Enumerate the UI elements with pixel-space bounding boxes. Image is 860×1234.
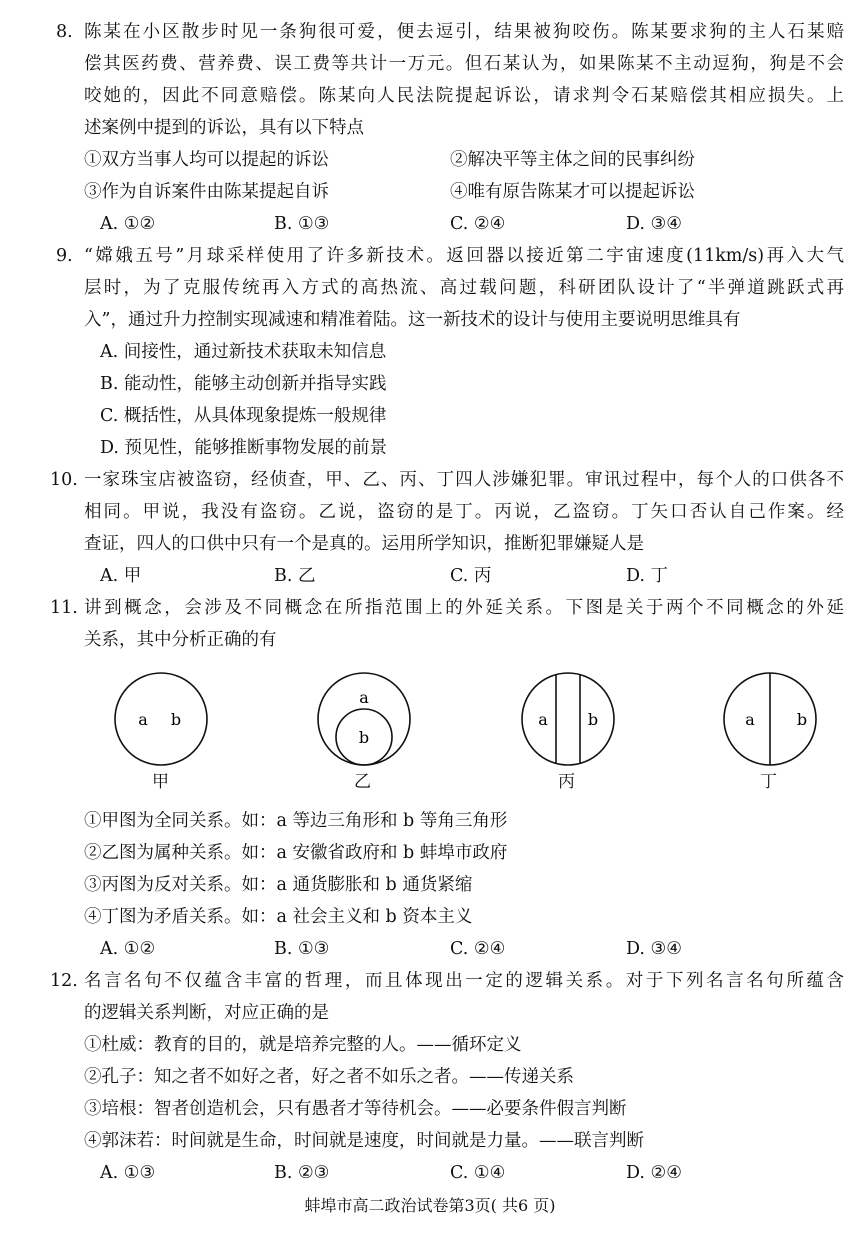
choice-d[interactable]: D. 预见性，能够推断事物发展的前景 bbox=[100, 438, 388, 458]
label-a: a bbox=[538, 710, 548, 729]
question-text-line: 相同。甲说，我没有盗窃。乙说，盗窃的是丁。丙说，乙盗窃。丁矢口否认自己作案。经 bbox=[84, 502, 844, 522]
statement: ③丙图为反对关系。如：a 通货膨胀和 b 通货紧缩 bbox=[84, 875, 473, 895]
label-b: b bbox=[358, 728, 370, 747]
choice-c[interactable]: C. ①④ bbox=[450, 1163, 506, 1183]
question-number: 12. bbox=[50, 971, 78, 991]
question-text-line: 关系，其中分析正确的有 bbox=[84, 630, 277, 650]
circle-jia bbox=[115, 673, 207, 765]
statement: ①杜威：教育的目的，就是培养完整的人。——循环定义 bbox=[84, 1035, 522, 1055]
question-text-line: 一家珠宝店被盗窃，经侦查，甲、乙、丙、丁四人涉嫌犯罪。审讯过程中，每个人的口供各不 bbox=[84, 470, 844, 490]
label-a: a bbox=[359, 688, 369, 707]
statement: ①甲图为全同关系。如：a 等边三角形和 b 等角三角形 bbox=[84, 811, 508, 831]
circle-yi-outer bbox=[318, 673, 410, 765]
question-number: 9. bbox=[56, 246, 73, 266]
choice-b[interactable]: B. 乙 bbox=[274, 566, 316, 586]
question-number: 8. bbox=[56, 22, 73, 42]
choice-d[interactable]: D. ③④ bbox=[626, 214, 682, 234]
choice-a[interactable]: A. ①② bbox=[100, 214, 156, 234]
choice-c[interactable]: C. 丙 bbox=[450, 566, 492, 586]
statement: ④郭沫若：时间就是生命，时间就是速度，时间就是力量。——联言判断 bbox=[84, 1131, 644, 1151]
question-text-line: 述案例中提到的诉讼，具有以下特点 bbox=[84, 118, 364, 138]
choice-c[interactable]: C. 概括性，从具体现象提炼一般规律 bbox=[100, 406, 387, 426]
statement: ③作为自诉案件由陈某提起自诉 bbox=[84, 182, 329, 202]
choice-a[interactable]: A. ①② bbox=[100, 939, 156, 959]
question-number: 10. bbox=[50, 470, 78, 490]
statement: ②孔子：知之者不如好之者，好之者不如乐之者。——传递关系 bbox=[84, 1067, 574, 1087]
choice-b[interactable]: B. 能动性，能够主动创新并指导实践 bbox=[100, 374, 387, 394]
question-text-line: “嫦娥五号”月球采样使用了许多新技术。返回器以接近第二宇宙速度(11km/s)再入大气 bbox=[84, 246, 844, 266]
question-text-line: 名言名句不仅蕴含丰富的哲理，而且体现出一定的逻辑关系。对于下列名言名句所蕴含 bbox=[84, 971, 844, 991]
choice-a[interactable]: A. 间接性，通过新技术获取未知信息 bbox=[100, 342, 387, 362]
caption-bing: 丙 bbox=[558, 772, 575, 792]
caption-ding: 丁 bbox=[760, 772, 777, 792]
question-text-line: 入”，通过升力控制实现减速和精准着陆。这一新技术的设计与使用主要说明思维具有 bbox=[84, 310, 741, 330]
statement: ②乙图为属种关系。如：a 安徽省政府和 b 蚌埠市政府 bbox=[84, 843, 508, 863]
statement: ③培根：智者创造机会，只有愚者才等待机会。——必要条件假言判断 bbox=[84, 1099, 627, 1119]
page-footer: 蚌埠市高二政治试卷第3页( 共6 页) bbox=[304, 1196, 556, 1215]
statement: ④丁图为矛盾关系。如：a 社会主义和 b 资本主义 bbox=[84, 907, 473, 927]
choice-c[interactable]: C. ②④ bbox=[450, 939, 506, 959]
question-text-line: 陈某在小区散步时见一条狗很可爱，便去逗引，结果被狗咬伤。陈某要求狗的主人石某赔 bbox=[84, 22, 844, 42]
choice-a[interactable]: A. 甲 bbox=[100, 566, 142, 586]
question-text-line: 讲到概念，会涉及不同概念在所指范围上的外延关系。下图是关于两个不同概念的外延 bbox=[84, 598, 844, 618]
caption-jia: 甲 bbox=[152, 772, 169, 792]
choice-b[interactable]: B. ①③ bbox=[274, 939, 330, 959]
label-b: b bbox=[796, 710, 808, 729]
choice-a[interactable]: A. ①③ bbox=[100, 1163, 156, 1183]
question-text-line: 的逻辑关系判断，对应正确的是 bbox=[84, 1003, 329, 1023]
statement: ②解决平等主体之间的民事纠纷 bbox=[450, 150, 695, 170]
venn-diagrams bbox=[0, 668, 860, 798]
concept-relation-figure bbox=[0, 668, 860, 798]
caption-yi: 乙 bbox=[354, 772, 371, 792]
choice-d[interactable]: D. ③④ bbox=[626, 939, 682, 959]
label-b: b bbox=[170, 710, 182, 729]
question-number: 11. bbox=[50, 598, 78, 618]
choice-c[interactable]: C. ②④ bbox=[450, 214, 506, 234]
question-text-line: 层时，为了克服传统再入方式的高热流、高过载问题，科研团队设计了“半弹道跳跃式再 bbox=[84, 278, 844, 298]
label-b: b bbox=[587, 710, 599, 729]
question-text-line: 查证，四人的口供中只有一个是真的。运用所学知识，推断犯罪嫌疑人是 bbox=[84, 534, 644, 554]
choice-d[interactable]: D. 丁 bbox=[626, 566, 669, 586]
circle-bing bbox=[522, 673, 614, 765]
statement: ①双方当事人均可以提起的诉讼 bbox=[84, 150, 329, 170]
label-a: a bbox=[138, 710, 148, 729]
question-text-line: 咬她的，因此不同意赔偿。陈某向人民法院提起诉讼，请求判令石某赔偿其相应损失。上 bbox=[84, 86, 844, 106]
choice-b[interactable]: B. ①③ bbox=[274, 214, 330, 234]
statement: ④唯有原告陈某才可以提起诉讼 bbox=[450, 182, 695, 202]
choice-b[interactable]: B. ②③ bbox=[274, 1163, 330, 1183]
label-a: a bbox=[745, 710, 755, 729]
choice-d[interactable]: D. ②④ bbox=[626, 1163, 682, 1183]
question-text-line: 偿其医药费、营养费、误工费等共计一万元。但石某认为，如果陈某不主动逗狗，狗是不会 bbox=[84, 54, 844, 74]
